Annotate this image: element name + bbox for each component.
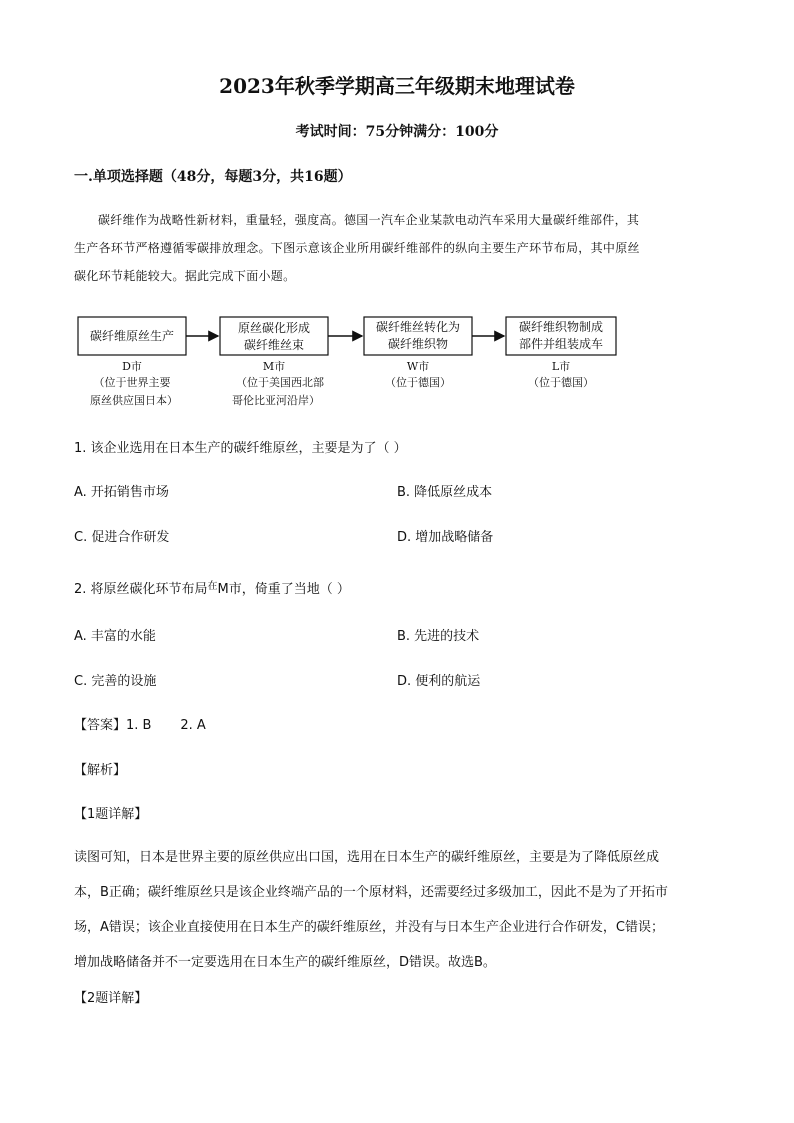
- question-2-option-a[interactable]: A. 丰富的水能: [74, 629, 156, 644]
- city-label: M市: [262, 360, 286, 373]
- flow-box-text: 碳纤维丝转化为: [375, 320, 461, 334]
- explanation-line: 读图可知，日本是世界主要的原丝供应出口国，选用在日本生产的碳纤维原丝，主要是为了降低原丝成: [74, 850, 660, 865]
- question-1-option-b[interactable]: B. 降低原丝成本: [397, 485, 493, 500]
- city-note: （位于德国）: [528, 376, 594, 389]
- city-note: （位于美国西北部: [236, 376, 324, 389]
- city-note: 哥伦比亚河沿岸）: [232, 394, 320, 407]
- explanation-line: 场，A错误；该企业直接使用在日本生产的碳纤维原丝，并没有与日本生产企业进行合作研发，C错误；: [74, 920, 664, 935]
- question-1-stem: 1. 该企业选用在日本生产的碳纤维原丝，主要是为了（ ）: [74, 441, 407, 456]
- q2-detail-tag: 【2题详解】: [74, 991, 148, 1006]
- question-2-stem-small: 在: [207, 581, 218, 592]
- city-note: （位于德国）: [385, 376, 451, 389]
- analysis-tag: 【解析】: [74, 763, 127, 778]
- explanation-line: 增加战略储备并不一定要选用在日本生产的碳纤维原丝，D错误。故选B。: [74, 955, 496, 970]
- question-2-option-b[interactable]: B. 先进的技术: [397, 629, 480, 644]
- question-2-stem-part: 2. 将原丝碳化环节布局: [74, 582, 208, 597]
- passage-line: 碳化环节耗能较大。据此完成下面小题。: [74, 269, 296, 283]
- production-flow-diagram: [74, 312, 634, 422]
- section-heading: 一.单项选择题（48分，每题3分，共16题）: [74, 169, 352, 185]
- passage-line: 生产各环节严格遵循零碳排放理念。下图示意该企业所用碳纤维部件的纵向主要生产环节布局，其中原丝: [74, 241, 640, 255]
- q1-explanation: [74, 840, 724, 980]
- explanation-line: 本，B正确；碳纤维原丝只是该企业终端产品的一个原材料，还需要经过多级加工，因此不是为了开拓市: [74, 885, 668, 900]
- question-2-option-d[interactable]: D. 便利的航运: [397, 674, 481, 689]
- flow-box-text: 碳纤维织物制成: [518, 320, 604, 334]
- flow-box-text: 碳纤维原丝生产: [89, 329, 175, 343]
- flow-box-text: 原丝碳化形成: [237, 321, 311, 335]
- question-1-option-d[interactable]: D. 增加战略储备: [397, 530, 494, 545]
- answer-value: 1. B 2. A: [126, 718, 206, 733]
- question-2-stem: [74, 577, 350, 597]
- reading-passage: [74, 206, 724, 290]
- answer-line: [74, 714, 206, 733]
- passage-line: 碳纤维作为战略性新材料，重量轻，强度高。德国一汽车企业某款电动汽车采用大量碳纤维部件，其: [98, 213, 640, 227]
- city-note: （位于世界主要: [93, 376, 171, 389]
- question-2-stem-part: M市，倚重了当地（ ）: [217, 582, 350, 597]
- flow-box-text: 碳纤维丝束: [243, 338, 305, 352]
- q1-detail-tag: 【1题详解】: [74, 807, 148, 822]
- city-label: D市: [122, 360, 142, 373]
- flow-box-text: 部件并组装成车: [518, 337, 604, 351]
- exam-info: 考试时间：75分钟满分：100分: [295, 124, 499, 140]
- answer-tag: 【答案】: [74, 718, 127, 733]
- city-label: L市: [551, 360, 571, 373]
- question-1-option-a[interactable]: A. 开拓销售市场: [74, 485, 169, 500]
- flow-box-text: 碳纤维织物: [387, 337, 449, 351]
- city-note: 原丝供应国日本）: [90, 394, 178, 407]
- question-1-option-c[interactable]: C. 促进合作研发: [74, 530, 170, 545]
- question-2-option-c[interactable]: C. 完善的设施: [74, 674, 157, 689]
- city-label: W市: [406, 360, 430, 373]
- page-title: 2023年秋季学期高三年级期末地理试卷: [219, 74, 575, 98]
